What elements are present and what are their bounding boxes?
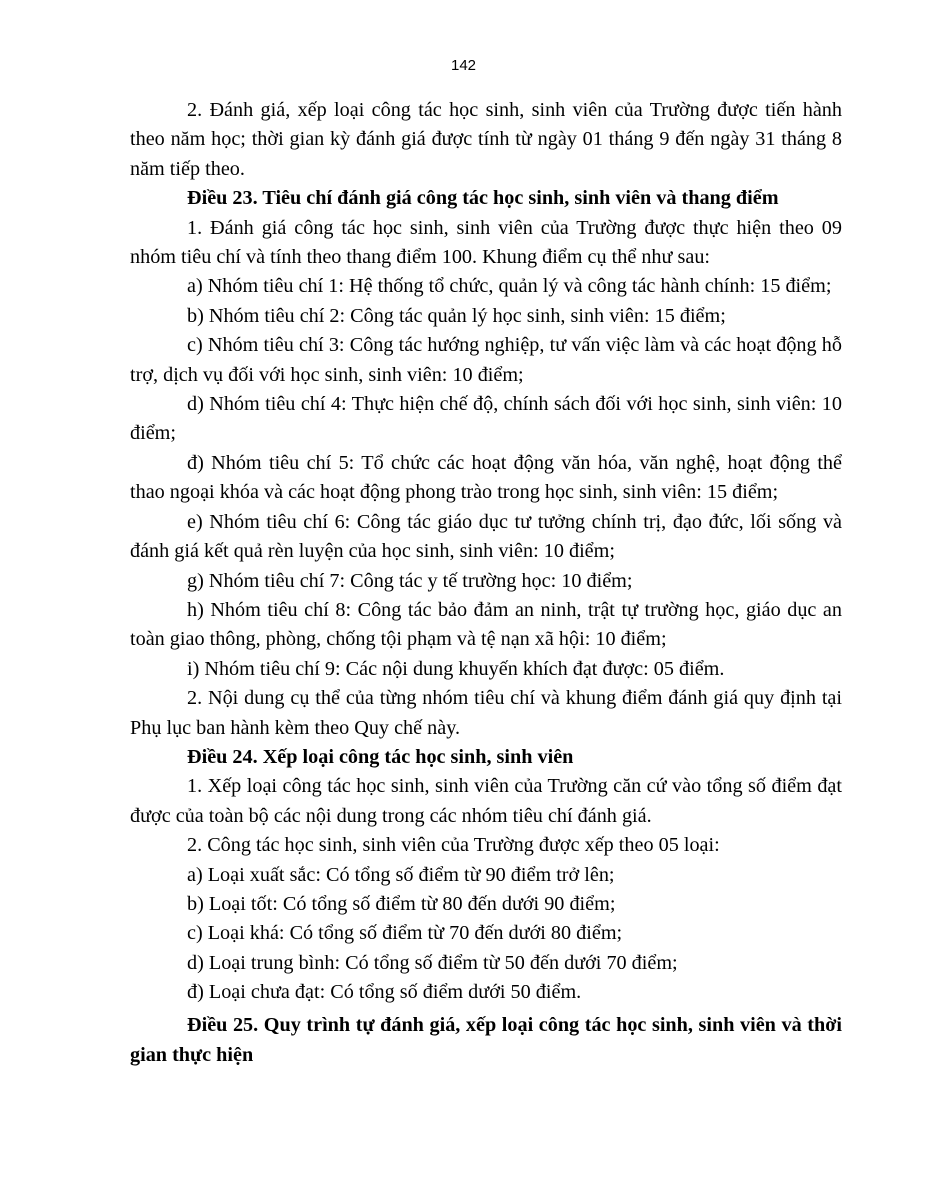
list-item-criteria-group-5: đ) Nhóm tiêu chí 5: Tổ chức các hoạt động văn hóa, văn nghệ, hoạt động thể thao ngoại khóa và các hoạt động phong trào trong học sinh, sinh viên: 15 điểm;	[130, 451, 842, 504]
list-item-rank-average: d) Loại trung bình: Có tổng số điểm từ 50 đến dưới 70 điểm;	[187, 951, 678, 974]
paragraph-article-24-clause-1: 1. Xếp loại công tác học sinh, sinh viên của Trường căn cứ vào tổng số điểm đạt được của toàn bộ các nội dung trong các nhóm tiêu chí đánh giá.	[130, 775, 842, 827]
list-item-criteria-group-8: h) Nhóm tiêu chí 8: Công tác bảo đảm an ninh, trật tự trường học, giáo dục an toàn giao thông, phòng, chống tội phạm và tệ nạn xã hội: 10 điểm;	[130, 598, 842, 651]
list-item-criteria-group-3: c) Nhóm tiêu chí 3: Công tác hướng nghiệp, tư vấn việc làm và các hoạt động hỗ trợ, dịch vụ đối với học sinh, sinh viên: 10 điểm;	[130, 334, 842, 386]
list-item-criteria-group-2: b) Nhóm tiêu chí 2: Công tác quản lý học sinh, sinh viên: 15 điểm;	[187, 304, 726, 327]
heading-article-25: Điều 25. Quy trình tự đánh giá, xếp loại công tác học sinh, sinh viên và thời gian thực hiện	[130, 1013, 842, 1066]
list-item-rank-fail: đ) Loại chưa đạt: Có tổng số điểm dưới 50 điểm.	[187, 981, 582, 1004]
list-item-criteria-group-9: i) Nhóm tiêu chí 9: Các nội dung khuyến khích đạt được: 05 điểm.	[187, 657, 725, 680]
paragraph-article-24-clause-2: 2. Công tác học sinh, sinh viên của Trường được xếp theo 05 loại:	[187, 834, 720, 857]
page-number: 142	[450, 57, 477, 74]
heading-article-24: Điều 24. Xếp loại công tác học sinh, sinh viên	[187, 745, 574, 768]
paragraph-article-23-clause-2: 2. Nội dung cụ thể của từng nhóm tiêu chí và khung điểm đánh giá quy định tại Phụ lục ban hành kèm theo Quy chế này.	[130, 687, 842, 739]
list-item-criteria-group-1: a) Nhóm tiêu chí 1: Hệ thống tổ chức, quản lý và công tác hành chính: 15 điểm;	[187, 275, 832, 298]
list-item-criteria-group-6: e) Nhóm tiêu chí 6: Công tác giáo dục tư tưởng chính trị, đạo đức, lối sống và đánh giá kết quả rèn luyện của học sinh, sinh viên: 10 điểm;	[130, 510, 842, 563]
list-item-rank-good: b) Loại tốt: Có tổng số điểm từ 80 đến dưới 90 điểm;	[187, 892, 616, 915]
heading-article-23: Điều 23. Tiêu chí đánh giá công tác học sinh, sinh viên và thang điểm	[187, 187, 779, 210]
paragraph-article-23-clause-1: 1. Đánh giá công tác học sinh, sinh viên của Trường được thực hiện theo 09 nhóm tiêu chí và tính theo thang điểm 100. Khung điểm cụ thể như sau:	[130, 216, 842, 269]
document-body	[130, 96, 842, 1070]
list-item-criteria-group-4: d) Nhóm tiêu chí 4: Thực hiện chế độ, chính sách đối với học sinh, sinh viên: 10 điểm;	[130, 393, 842, 445]
list-item-rank-excellent: a) Loại xuất sắc: Có tổng số điểm từ 90 điểm trở lên;	[187, 863, 615, 886]
list-item-criteria-group-7: g) Nhóm tiêu chí 7: Công tác y tế trường học: 10 điểm;	[187, 569, 633, 592]
paragraph-clause-2-evaluation-period: 2. Đánh giá, xếp loại công tác học sinh, sinh viên của Trường được tiến hành theo năm học; thời gian kỳ đánh giá được tính từ ngày 01 tháng 9 đến ngày 31 tháng 8 năm tiếp theo.	[130, 99, 842, 180]
list-item-rank-fair: c) Loại khá: Có tổng số điểm từ 70 đến dưới 80 điểm;	[187, 922, 623, 945]
